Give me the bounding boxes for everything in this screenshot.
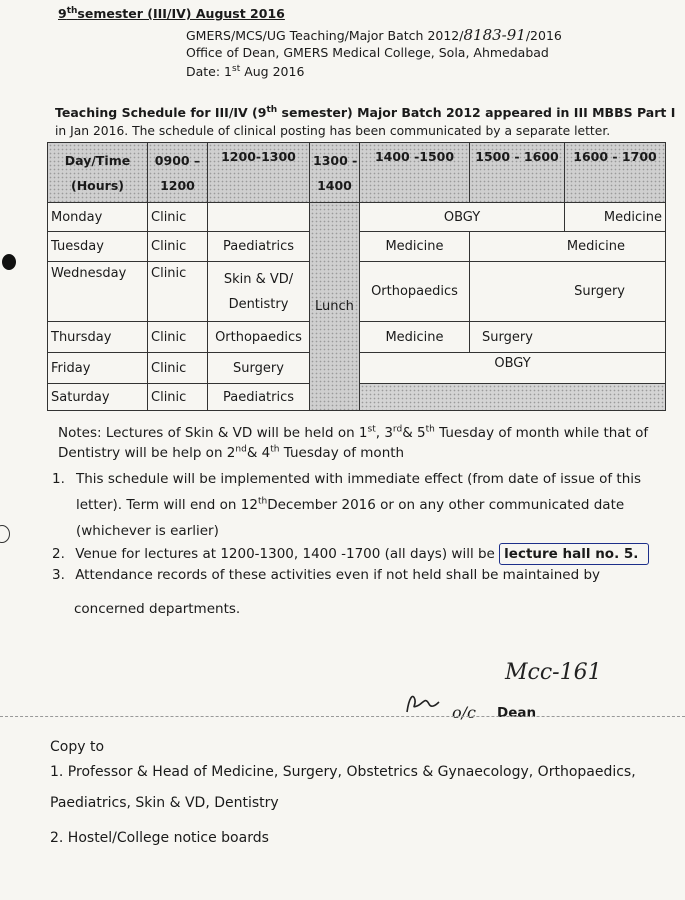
table-header-row — [48, 143, 666, 203]
item-1-line-2 — [76, 492, 682, 518]
binder-hole-mark — [2, 254, 16, 270]
notes-sup-th-2: th — [270, 444, 280, 455]
binder-hole-outline — [0, 525, 10, 543]
header-1300-1400 — [310, 143, 360, 203]
wednesday-0900: Clinic — [148, 262, 208, 322]
copy-to-item-1-line-1: 1. Professor & Head of Medicine, Surgery, Obstetrics & Gynaecology, Orthopaedics, — [50, 764, 636, 780]
wednesday-1400: Orthopaedics — [360, 262, 470, 322]
friday-obgy: OBGY — [360, 353, 666, 384]
date-line — [186, 64, 304, 79]
notes-sup-th: th — [425, 424, 435, 435]
schedule-table — [47, 142, 666, 411]
saturday-0900: Clinic — [148, 384, 208, 411]
intro-line-2: in Jan 2016. The schedule of clinical posting has been communicated by a separate letter. — [55, 124, 611, 138]
item-1-number: 1. — [52, 471, 65, 487]
header-1600-1700: 1600 - 1700 — [565, 143, 666, 203]
monday-0900: Clinic — [148, 203, 208, 232]
item-3 — [52, 562, 682, 622]
handwritten-initials: Mcc-161 — [505, 660, 602, 685]
item-2-number: 2. — [52, 546, 65, 562]
date-sup: st — [232, 63, 241, 74]
monday-1600: Medicine — [565, 203, 666, 232]
semester-line — [58, 6, 285, 21]
notes-sup-rd: rd — [392, 424, 403, 435]
wednesday-skin-vd: Skin & VD/ — [223, 271, 294, 287]
reference-year: /2016 — [525, 28, 562, 43]
notes-text-c: & 5 — [402, 425, 426, 441]
copy-to-title: Copy to — [50, 739, 105, 755]
date-prefix: Date: 1 — [186, 64, 233, 79]
signature-scribble-icon — [403, 690, 443, 716]
header-hours-label: (Hours) — [71, 177, 124, 193]
copy-to-item-1-line-2: Paediatrics, Skin & VD, Dentistry — [50, 795, 279, 811]
header-1300-label: 1300 - — [313, 152, 358, 168]
header-0900-label: 0900 – — [154, 152, 201, 168]
copy-to-item-2: 2. Hostel/College notice boards — [50, 830, 269, 846]
day-saturday: Saturday — [48, 384, 148, 411]
item-1-line-2b: December 2016 or on any other communicated date — [267, 497, 625, 513]
item-3-line-2: concerned departments. — [74, 601, 241, 617]
notes-line-2 — [58, 443, 678, 463]
wednesday-1200 — [208, 262, 310, 322]
signature-olc: o/c — [452, 703, 476, 722]
tuesday-1200: Paediatrics — [208, 232, 310, 262]
notes-text-a: Notes: Lectures of Skin & VD will be held on 1 — [58, 425, 368, 441]
intro-line-1 — [55, 105, 675, 120]
office-line: Office of Dean, GMERS Medical College, Sola, Ahmedabad — [186, 45, 549, 60]
reference-number: GMERS/MCS/UG Teaching/Major Batch 2012/ — [186, 28, 464, 43]
notes-text-g: Tuesday of month — [279, 445, 405, 461]
notes-line-1 — [58, 423, 678, 443]
item-1-sup: th — [257, 496, 268, 507]
item-1-line-3: (whichever is earlier) — [76, 523, 219, 539]
header-1400-1500: 1400 -1500 — [360, 143, 470, 203]
tuesday-0900: Clinic — [148, 232, 208, 262]
date-suffix: Aug 2016 — [240, 64, 305, 79]
notes-text-b: , 3 — [375, 425, 393, 441]
semester-number: 9 — [58, 6, 67, 21]
separator-line — [0, 716, 685, 717]
friday-0900: Clinic — [148, 353, 208, 384]
saturday-1200: Paediatrics — [208, 384, 310, 411]
lecture-hall-highlight: lecture hall no. 5. — [499, 543, 649, 565]
wednesday-dentistry: Dentistry — [228, 296, 289, 312]
intro-line-1-sup: th — [266, 104, 278, 115]
tuesday-1400: Medicine — [360, 232, 470, 262]
semester-text: semester (III/IV) August 2016 — [77, 6, 285, 21]
day-tuesday: Tuesday — [48, 232, 148, 262]
tuesday-1500: Medicine — [470, 232, 666, 262]
day-thursday: Thursday — [48, 322, 148, 353]
lunch-cell — [310, 203, 360, 411]
semester-sup: th — [66, 5, 78, 16]
day-monday: Monday — [48, 203, 148, 232]
header-1400-label: 1400 — [317, 177, 352, 193]
header-1200-label: 1200 — [160, 177, 195, 193]
friday-1200: Surgery — [208, 353, 310, 384]
intro-line-1-suffix: semester) Major Batch 2012 appeared in III MBBS Part I — [277, 105, 676, 120]
item-1-line-2a: letter). Term will end on 12 — [76, 497, 258, 513]
thursday-1200: Orthopaedics — [208, 322, 310, 353]
item-2-text: Venue for lectures at 1200-1300, 1400 -1700 (all days) will be — [75, 546, 500, 562]
reference-line — [186, 26, 562, 44]
thursday-0900: Clinic — [148, 322, 208, 353]
item-1 — [52, 466, 682, 544]
notes — [58, 423, 678, 463]
notes-sup-st: st — [367, 424, 376, 435]
lunch-label: Lunch — [315, 299, 354, 314]
reference-handwritten: 8183-91 — [463, 26, 526, 44]
item-3-line-1: Attendance records of these activities even if not held shall be maintained by — [75, 567, 601, 583]
thursday-1500: Surgery — [470, 322, 666, 353]
notes-text-f: & 4 — [246, 445, 271, 461]
header-1500-1600: 1500 - 1600 — [470, 143, 565, 203]
header-day-time-label: Day/Time — [64, 152, 131, 168]
header-0900 — [148, 143, 208, 203]
header-day-time — [48, 143, 148, 203]
row-monday — [48, 203, 666, 232]
notes-text-d: Tuesday of month while that of — [434, 425, 649, 441]
signature-dean: Dean — [497, 705, 537, 721]
monday-1200-empty — [208, 203, 310, 232]
day-friday: Friday — [48, 353, 148, 384]
header-1200-1300: 1200-1300 — [208, 143, 310, 203]
item-1-line-1: This schedule will be implemented with immediate effect (from date of issue of this — [76, 471, 642, 487]
saturday-afternoon-blank — [360, 384, 666, 411]
intro-line-1-prefix: Teaching Schedule for III/IV (9 — [55, 105, 267, 120]
monday-obgy: OBGY — [360, 203, 565, 232]
notes-sup-nd: nd — [235, 444, 247, 455]
notes-text-e: Dentistry will be help on 2 — [58, 445, 236, 461]
wednesday-1500: Surgery — [470, 262, 666, 322]
thursday-1400: Medicine — [360, 322, 470, 353]
day-wednesday: Wednesday — [48, 262, 148, 322]
item-3-number: 3. — [52, 567, 65, 583]
